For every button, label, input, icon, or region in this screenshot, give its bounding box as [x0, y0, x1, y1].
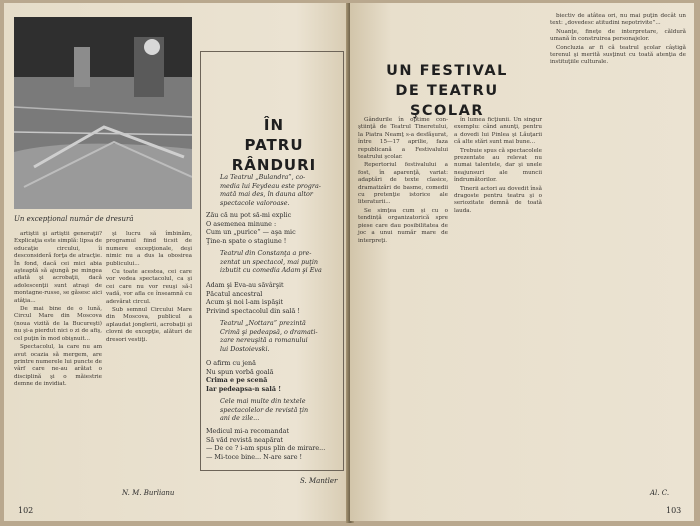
poem-intro	[206, 397, 338, 423]
article-title-line: UN FESTIVAL	[386, 63, 508, 79]
poem-line: — De ce ? i-am spus plin de mirare...	[206, 444, 326, 453]
poem-verse	[206, 281, 338, 315]
poem-line: Zău că nu pot să-mi explic	[206, 211, 292, 219]
article-column	[550, 13, 686, 68]
author-signature: N. M. Burlianu	[122, 489, 175, 497]
article-paragraph: şi lucru să îmbinăm, programul fiind ticsit de numere excepţionale, deşi nimic nu a dus la obosirea publicului...	[106, 231, 192, 267]
poem-verse	[206, 359, 338, 393]
article-paragraph: Concluzia ar fi că teatrul şcolar câştigă terenul şi merită susţinut cu toată atenţia de instituţiile culturale.	[550, 44, 686, 66]
poem-line: Crimă şi pedeapsă, o dramati-	[220, 327, 318, 336]
article-column	[358, 117, 448, 246]
poem-intro	[206, 319, 338, 353]
article-paragraph: Repertoriul festivalului a fost, în aparenţă, variat: adaptări de texte clasice, dramatizări de basme, comedii cu pretenţie istorice ale literaturii...	[358, 162, 448, 206]
poem-title	[214, 115, 334, 175]
article-paragraph: De mai bine de o lună, Circul Mare din Moscova (noua vizită de la Bucureşti) nu şi-a pierdut nici o zi de afiş, cel puţin în mod obişnuit...	[14, 306, 102, 342]
poem-line: Privind spectacolul din sală !	[206, 306, 300, 315]
article-paragraph: Cu toate acestea, cei care vor vedea spectacolul, ca şi cei care nu vor reuşi să-l vadă, vor afla ce înseamnă cu adevărat circul.	[106, 269, 192, 305]
article-column	[106, 231, 192, 345]
poem-line: O afirm cu jenă	[206, 359, 256, 367]
poem-line: La Teatrul „Bulandra”, co-	[220, 173, 306, 181]
poem-line: mată mai des, în dauna altor	[220, 190, 313, 199]
poem-line: Adam şi Eva-au săvârşit	[206, 281, 284, 289]
poem-line: Medicul mi-a recomandat	[206, 427, 290, 435]
poem-verse	[206, 211, 338, 245]
poem-line: Crima e pe scenă	[206, 376, 268, 385]
article-paragraph: Spectacolul, la care nu am avut ocazia să mergem, are printre numerele lui puncte de vârf care ne-au arătat o disciplină şi o măiestrie demne de invidiat.	[14, 344, 102, 388]
poem-verse	[206, 427, 338, 461]
article-column	[14, 231, 102, 390]
poem-line: lui Dostoievski.	[220, 344, 270, 353]
article-paragraph: biectiv de atâtea ori, nu mai puţin decât un text: „dovedesc atitudini nepotrivite”...	[550, 13, 686, 27]
poem-title-line: ÎN	[263, 116, 285, 134]
photo-caption: Un excepţional număr de dresură	[14, 215, 134, 223]
poem-line: Cele mai multe din textele	[220, 397, 306, 405]
poem-line: Iar pedeapsa-n sală !	[206, 384, 281, 393]
poem-line: O asemenea minune :	[206, 219, 277, 228]
article-column	[454, 117, 542, 216]
article-paragraph: Se simţea cum și cu o tendință organizatorică spre piese care dau posibilitatea de joc a unui număr mare de interpreţi.	[358, 207, 448, 244]
article-paragraph: în lumea ficţiunii. Un singur exemplu: când anunţi, pentru a dovedi lui Pinlea şi Lăuţarii că alte stări sunt mai bune...	[454, 117, 542, 146]
article-paragraph: Gândurile în optime con- ştiinţă de Teatrul Tineretului, la Piatra Neamţ s-a desfăşurat, între 15—17 aprilie, faza republicană a Festivalului teatrului şcolar.	[358, 117, 448, 161]
article-paragraph: Tinerii actori au dovedit însă dragoste pentru teatru şi o seriozitate demnă de toată lauda.	[454, 185, 542, 214]
article-paragraph: Nuanţe, fineţe de interpretare, căldură umană în construirea personajelor.	[550, 28, 686, 43]
article-title	[358, 61, 536, 121]
poem-line: Păcatul ancestral	[206, 289, 263, 298]
poem-line: Ţine-n spate o stagiune !	[206, 236, 287, 245]
article-paragraph: Trebuie spus că spectacolele prezentate au relevat nu numai talentele, dar şi unele neajunsuri ale muncii îndrumătorilor.	[454, 147, 542, 184]
poem-line: Acum şi noi l-am ispăşit	[206, 298, 284, 307]
poem-title-line: PATRU RÂNDURI	[231, 136, 317, 174]
right-page	[350, 3, 694, 521]
article-title-line: DE TEATRU ŞCOLAR	[395, 83, 499, 119]
poem-line: izbutit cu comedia Adam şi Eva	[220, 266, 322, 275]
poem-line: — Mi-toce bine... N-are sare !	[206, 452, 303, 461]
poem-line: spectacolelor de revistă ţin	[220, 405, 309, 414]
poem-line: Teatrul „Nottara” prezintă	[220, 319, 306, 327]
poem-line: Teatrul din Constanţa a pre-	[220, 249, 312, 257]
poem-line: Cum un „purice” — aşa mic	[206, 228, 296, 237]
poem-intro	[206, 249, 338, 275]
page-number: 102	[18, 506, 34, 515]
poem-author: S. Mantler	[300, 477, 338, 485]
magazine-spread	[4, 3, 694, 523]
article-paragraph: artiştii şi artiştii generaţii? Explicaţia este simplă: lipsa de educaţie circului, îi desconsideră forţa de atracţie. În fond, dacă cei mici abia aşteaptă să ajungă pe mingea aflată şi acrobaţii, dacă adolescenţii sunt atraşi de montagne-russe, se găsesc aici atâţia...	[14, 231, 103, 304]
poem-line: zentat un spectacol, mai puţin	[220, 257, 319, 266]
page-number: 103	[666, 506, 682, 515]
poem-line: zare nereuşită a romanului	[220, 336, 308, 345]
article-paragraph: Sub semnul Circului Mare din Moscova, publicul a aplaudat jonglerii, acrobaţii şi clovni de excepţie, alături de dresori vestiţi.	[106, 307, 192, 343]
poem-line: media lui Feydeau este progra-	[220, 181, 321, 190]
author-signature: Al. C.	[650, 489, 670, 497]
poem-intro	[206, 173, 338, 207]
poem-line: Nu spun vorbă goală	[206, 367, 274, 376]
circus-photo	[14, 17, 192, 209]
left-page	[4, 3, 348, 521]
poem-line: spectacole valoroase.	[220, 198, 290, 207]
poem-line: ani de zile...	[220, 414, 260, 423]
poem-line: Să văd revistă neapărat	[206, 435, 283, 444]
